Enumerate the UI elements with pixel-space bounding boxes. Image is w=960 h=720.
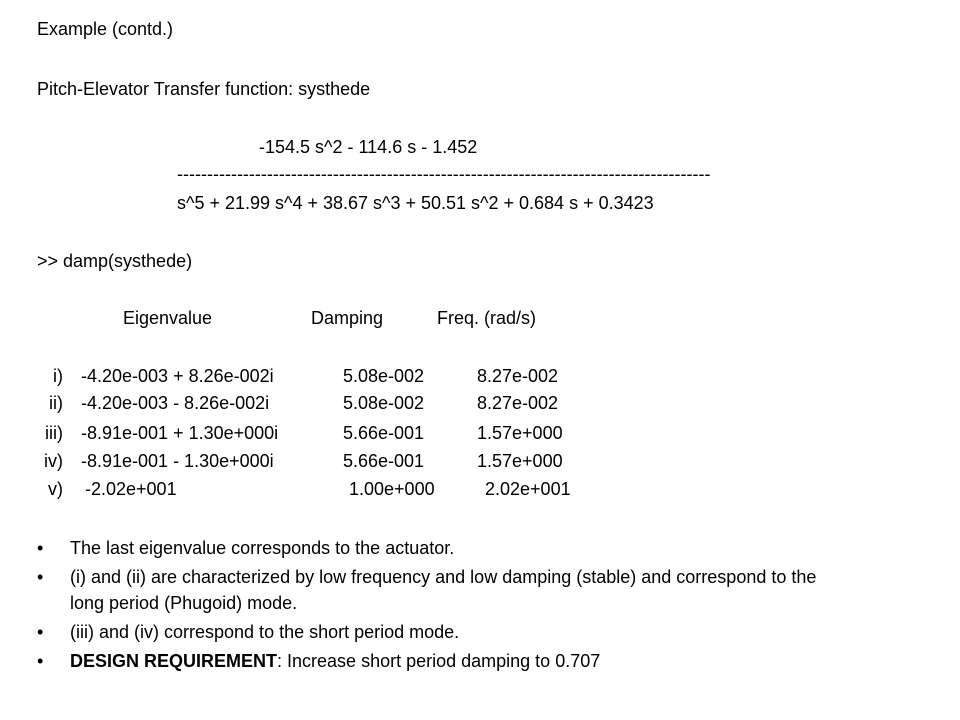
row-freq: 1.57e+000 (477, 451, 563, 471)
bullet-text: : Increase short period damping to 0.707 (277, 651, 601, 671)
slide-title: Example (contd.) (37, 19, 174, 39)
bullet-item (37, 564, 830, 616)
row-eigenvalue: -8.91e-001 - 1.30e+000i (81, 451, 274, 471)
bullet-text: (iii) and (iv) correspond to the short period mode. (70, 622, 460, 642)
row-eigenvalue: -8.91e-001 + 1.30e+000i (81, 423, 279, 443)
header-freq: Freq. (rad/s) (437, 308, 537, 328)
row-freq: 8.27e-002 (477, 393, 559, 413)
design-requirement-label: DESIGN REQUIREMENT (70, 651, 278, 671)
row-freq: 1.57e+000 (477, 423, 563, 443)
row-index: i) (53, 366, 63, 386)
row-freq: 2.02e+001 (485, 479, 571, 499)
bullet-item (37, 648, 830, 674)
row-index: ii) (49, 393, 63, 413)
transfer-function-label: Pitch-Elevator Transfer function: systhede (37, 79, 371, 99)
header-eigenvalue: Eigenvalue (123, 308, 213, 328)
tf-numerator: -154.5 s^2 - 114.6 s - 1.452 (259, 137, 478, 157)
row-damping: 5.08e-002 (343, 393, 425, 413)
bullet-marker: • (37, 622, 44, 642)
row-damping: 5.66e-001 (343, 423, 425, 443)
header-damping: Damping (311, 308, 384, 328)
tf-denominator: s^5 + 21.99 s^4 + 38.67 s^3 + 50.51 s^2 + 0.684 s + 0.3423 (177, 193, 654, 213)
row-index: iv) (44, 451, 63, 471)
row-eigenvalue: -4.20e-003 + 8.26e-002i (81, 366, 274, 386)
row-damping: 1.00e+000 (349, 479, 435, 499)
row-index: v) (48, 479, 63, 499)
bullet-text: The last eigenvalue corresponds to the actuator. (70, 538, 455, 558)
row-damping: 5.66e-001 (343, 451, 425, 471)
matlab-command: >> damp(systhede) (37, 251, 193, 271)
bullet-item (37, 619, 830, 645)
bullet-marker: • (37, 538, 44, 558)
row-freq: 8.27e-002 (477, 366, 559, 386)
row-damping: 5.08e-002 (343, 366, 425, 386)
row-eigenvalue: -4.20e-003 - 8.26e-002i (81, 393, 270, 413)
tf-fraction-bar: ----------------------------------------------------------------------------------------- (177, 164, 711, 184)
bullet-marker: • (37, 567, 44, 587)
bullet-marker: • (37, 651, 44, 671)
row-eigenvalue: -2.02e+001 (85, 479, 177, 499)
bullet-text: (i) and (ii) are characterized by low frequency and low damping (stable) and correspond to the long period (Phugoid) mode. (70, 567, 817, 613)
bullet-item (37, 535, 830, 561)
bullet-list (37, 535, 917, 677)
row-index: iii) (45, 423, 63, 443)
